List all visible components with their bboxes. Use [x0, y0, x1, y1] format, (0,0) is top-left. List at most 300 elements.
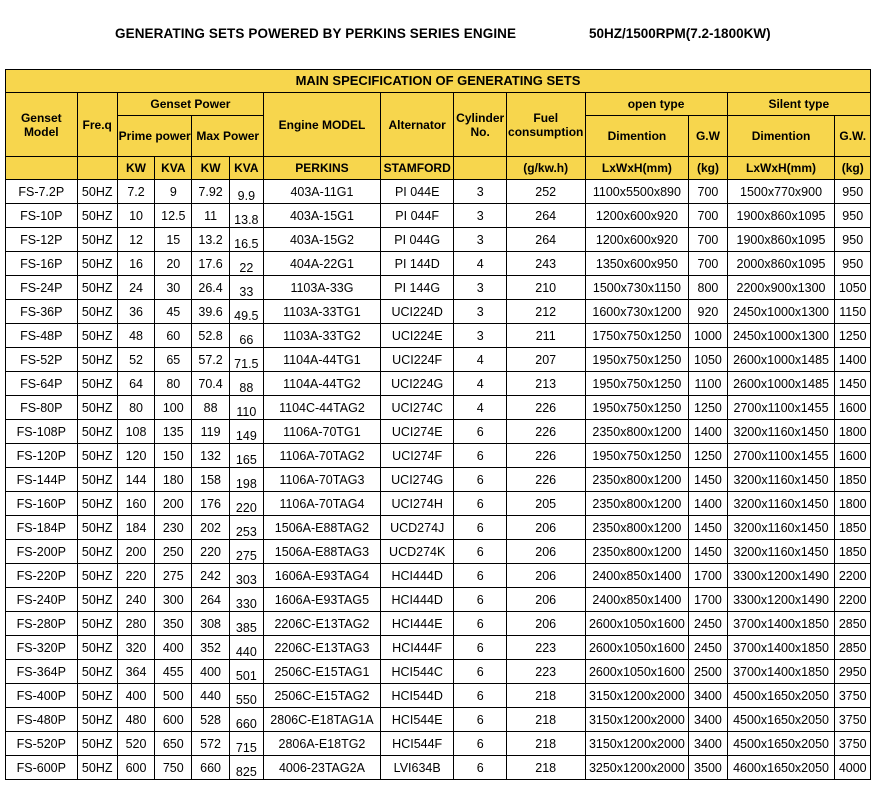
engine-model-cell: 2506C-E15TAG2	[263, 684, 380, 708]
table-body	[6, 180, 871, 780]
engine-model-cell: 1106A-70TAG3	[263, 468, 380, 492]
col-genset-power: Genset Power	[117, 93, 263, 116]
silent-gw-cell: 2950	[835, 660, 871, 684]
cylinder-cell: 6	[454, 516, 506, 540]
alternator-cell: PI 044F	[380, 204, 454, 228]
prime-kva-cell: 275	[155, 564, 192, 588]
engine-model-cell: 404A-22G1	[263, 252, 380, 276]
freq-cell: 50HZ	[77, 660, 117, 684]
col-silent-gw: G.W.	[835, 116, 871, 157]
max-kw-cell: 572	[192, 732, 229, 756]
silent-dimension-cell: 3200x1160x1450	[727, 516, 835, 540]
freq-cell: 50HZ	[77, 756, 117, 780]
fuel-cell: 226	[506, 396, 585, 420]
silent-gw-cell: 3750	[835, 732, 871, 756]
alternator-cell: UCI224D	[380, 300, 454, 324]
silent-dimension-cell: 4500x1650x2050	[727, 708, 835, 732]
freq-cell: 50HZ	[77, 636, 117, 660]
max-kw-cell: 132	[192, 444, 229, 468]
unit-prime-kva: KVA	[155, 157, 192, 180]
unit-silent-gw: (kg)	[835, 157, 871, 180]
fuel-cell: 206	[506, 540, 585, 564]
table-row	[6, 420, 871, 444]
fuel-cell: 264	[506, 228, 585, 252]
max-kva-cell: 16.5	[229, 228, 263, 252]
silent-dimension-cell: 3200x1160x1450	[727, 420, 835, 444]
silent-dimension-cell: 1900x860x1095	[727, 204, 835, 228]
open-gw-cell: 1250	[689, 444, 727, 468]
open-dimension-cell: 1950x750x1250	[585, 396, 689, 420]
cylinder-cell: 4	[454, 396, 506, 420]
open-dimension-cell: 2350x800x1200	[585, 468, 689, 492]
max-kw-cell: 7.92	[192, 180, 229, 204]
freq-cell: 50HZ	[77, 684, 117, 708]
col-silent-type: Silent type	[727, 93, 870, 116]
prime-kva-cell: 300	[155, 588, 192, 612]
cylinder-cell: 6	[454, 420, 506, 444]
freq-cell: 50HZ	[77, 252, 117, 276]
open-dimension-cell: 2600x1050x1600	[585, 636, 689, 660]
prime-kva-cell: 200	[155, 492, 192, 516]
prime-kva-cell: 135	[155, 420, 192, 444]
max-kw-cell: 88	[192, 396, 229, 420]
silent-gw-cell: 1400	[835, 348, 871, 372]
open-gw-cell: 700	[689, 180, 727, 204]
alternator-cell: UCI274C	[380, 396, 454, 420]
engine-model-cell: 403A-11G1	[263, 180, 380, 204]
unit-perkins: PERKINS	[263, 157, 380, 180]
freq-cell: 50HZ	[77, 492, 117, 516]
cylinder-cell: 4	[454, 252, 506, 276]
freq-cell: 50HZ	[77, 228, 117, 252]
cylinder-cell: 4	[454, 372, 506, 396]
open-dimension-cell: 2350x800x1200	[585, 492, 689, 516]
col-open-dimension: Dimention	[585, 116, 689, 157]
prime-kva-cell: 250	[155, 540, 192, 564]
cylinder-cell: 6	[454, 468, 506, 492]
freq-cell: 50HZ	[77, 372, 117, 396]
max-kw-cell: 220	[192, 540, 229, 564]
fuel-cell: 206	[506, 516, 585, 540]
prime-kw-cell: 144	[117, 468, 154, 492]
engine-model-cell: 1104C-44TAG2	[263, 396, 380, 420]
prime-kw-cell: 7.2	[117, 180, 154, 204]
max-kva-cell: 303	[229, 564, 263, 588]
cylinder-cell: 6	[454, 660, 506, 684]
open-gw-cell: 1450	[689, 540, 727, 564]
engine-model-cell: 2206C-E13TAG3	[263, 636, 380, 660]
fuel-cell: 207	[506, 348, 585, 372]
freq-cell: 50HZ	[77, 732, 117, 756]
genset-model-cell: FS-600P	[6, 756, 78, 780]
engine-model-cell: 1103A-33TG2	[263, 324, 380, 348]
max-kva-cell: 22	[229, 252, 263, 276]
genset-model-cell: FS-52P	[6, 348, 78, 372]
table-row	[6, 660, 871, 684]
cylinder-cell: 6	[454, 612, 506, 636]
silent-dimension-cell: 1500x770x900	[727, 180, 835, 204]
table-header	[6, 70, 871, 180]
open-gw-cell: 1700	[689, 588, 727, 612]
freq-cell: 50HZ	[77, 420, 117, 444]
col-open-type: open type	[585, 93, 727, 116]
silent-gw-cell: 1250	[835, 324, 871, 348]
fuel-cell: 252	[506, 180, 585, 204]
unit-open-gw: (kg)	[689, 157, 727, 180]
cylinder-cell: 6	[454, 492, 506, 516]
prime-kw-cell: 240	[117, 588, 154, 612]
genset-model-cell: FS-400P	[6, 684, 78, 708]
open-gw-cell: 1450	[689, 516, 727, 540]
max-kva-cell: 198	[229, 468, 263, 492]
silent-gw-cell: 1450	[835, 372, 871, 396]
engine-model-cell: 403A-15G1	[263, 204, 380, 228]
engine-model-cell: 1106A-70TG1	[263, 420, 380, 444]
silent-dimension-cell: 3200x1160x1450	[727, 540, 835, 564]
max-kw-cell: 26.4	[192, 276, 229, 300]
max-kva-cell: 501	[229, 660, 263, 684]
genset-model-cell: FS-144P	[6, 468, 78, 492]
max-kw-cell: 528	[192, 708, 229, 732]
fuel-cell: 206	[506, 612, 585, 636]
prime-kw-cell: 320	[117, 636, 154, 660]
silent-gw-cell: 1600	[835, 444, 871, 468]
prime-kva-cell: 400	[155, 636, 192, 660]
engine-model-cell: 2206C-E13TAG2	[263, 612, 380, 636]
prime-kw-cell: 64	[117, 372, 154, 396]
prime-kva-cell: 9	[155, 180, 192, 204]
silent-gw-cell: 950	[835, 228, 871, 252]
max-kva-cell: 165	[229, 444, 263, 468]
silent-gw-cell: 1850	[835, 540, 871, 564]
table-row	[6, 324, 871, 348]
open-gw-cell: 1250	[689, 396, 727, 420]
silent-dimension-cell: 3700x1400x1850	[727, 612, 835, 636]
silent-dimension-cell: 2700x1100x1455	[727, 444, 835, 468]
genset-model-cell: FS-320P	[6, 636, 78, 660]
max-kw-cell: 17.6	[192, 252, 229, 276]
prime-kw-cell: 280	[117, 612, 154, 636]
prime-kw-cell: 48	[117, 324, 154, 348]
cylinder-cell: 4	[454, 348, 506, 372]
alternator-cell: HCI544E	[380, 708, 454, 732]
table-row	[6, 252, 871, 276]
fuel-cell: 206	[506, 564, 585, 588]
fuel-cell: 218	[506, 756, 585, 780]
alternator-cell: HCI544C	[380, 660, 454, 684]
open-gw-cell: 1050	[689, 348, 727, 372]
table-row	[6, 444, 871, 468]
silent-dimension-cell: 3700x1400x1850	[727, 636, 835, 660]
cylinder-cell: 6	[454, 732, 506, 756]
table-row	[6, 300, 871, 324]
genset-model-cell: FS-108P	[6, 420, 78, 444]
prime-kw-cell: 36	[117, 300, 154, 324]
fuel-cell: 226	[506, 444, 585, 468]
open-gw-cell: 1100	[689, 372, 727, 396]
document-subtitle: 50HZ/1500RPM(7.2-1800KW)	[589, 26, 771, 41]
max-kw-cell: 352	[192, 636, 229, 660]
fuel-cell: 212	[506, 300, 585, 324]
genset-model-cell: FS-80P	[6, 396, 78, 420]
fuel-cell: 226	[506, 468, 585, 492]
open-dimension-cell: 1950x750x1250	[585, 444, 689, 468]
open-dimension-cell: 3250x1200x2000	[585, 756, 689, 780]
alternator-cell: UCI274F	[380, 444, 454, 468]
silent-dimension-cell: 2600x1000x1485	[727, 372, 835, 396]
max-kva-cell: 440	[229, 636, 263, 660]
engine-model-cell: 1106A-70TAG4	[263, 492, 380, 516]
max-kva-cell: 9.9	[229, 180, 263, 204]
genset-model-cell: FS-520P	[6, 732, 78, 756]
prime-kw-cell: 400	[117, 684, 154, 708]
unit-silent-dimension: LxWxH(mm)	[727, 157, 835, 180]
genset-model-cell: FS-64P	[6, 372, 78, 396]
open-dimension-cell: 2600x1050x1600	[585, 660, 689, 684]
engine-model-cell: 1106A-70TAG2	[263, 444, 380, 468]
prime-kva-cell: 230	[155, 516, 192, 540]
fuel-cell: 206	[506, 588, 585, 612]
fuel-cell: 213	[506, 372, 585, 396]
genset-model-cell: FS-16P	[6, 252, 78, 276]
freq-cell: 50HZ	[77, 588, 117, 612]
cylinder-cell: 6	[454, 756, 506, 780]
prime-kva-cell: 100	[155, 396, 192, 420]
genset-model-cell: FS-7.2P	[6, 180, 78, 204]
max-kw-cell: 242	[192, 564, 229, 588]
silent-dimension-cell: 2700x1100x1455	[727, 396, 835, 420]
cylinder-cell: 3	[454, 228, 506, 252]
genset-model-cell: FS-12P	[6, 228, 78, 252]
unit-blank-model	[6, 157, 78, 180]
silent-gw-cell: 4000	[835, 756, 871, 780]
prime-kva-cell: 350	[155, 612, 192, 636]
silent-gw-cell: 1800	[835, 420, 871, 444]
open-gw-cell: 3500	[689, 756, 727, 780]
engine-model-cell: 1606A-E93TAG5	[263, 588, 380, 612]
col-max-power: Max Power	[192, 116, 264, 157]
alternator-cell: UCD274J	[380, 516, 454, 540]
silent-gw-cell: 3750	[835, 684, 871, 708]
max-kw-cell: 176	[192, 492, 229, 516]
max-kw-cell: 264	[192, 588, 229, 612]
document-header	[0, 26, 876, 46]
silent-gw-cell: 3750	[835, 708, 871, 732]
genset-model-cell: FS-200P	[6, 540, 78, 564]
document-title: GENERATING SETS POWERED BY PERKINS SERIES ENGINE	[115, 26, 517, 41]
prime-kw-cell: 520	[117, 732, 154, 756]
cylinder-cell: 6	[454, 636, 506, 660]
freq-cell: 50HZ	[77, 204, 117, 228]
cylinder-cell: 6	[454, 684, 506, 708]
max-kw-cell: 202	[192, 516, 229, 540]
prime-kva-cell: 45	[155, 300, 192, 324]
max-kva-cell: 88	[229, 372, 263, 396]
engine-model-cell: 1104A-44TG1	[263, 348, 380, 372]
max-kva-cell: 149	[229, 420, 263, 444]
prime-kw-cell: 184	[117, 516, 154, 540]
silent-gw-cell: 1600	[835, 396, 871, 420]
open-dimension-cell: 2350x800x1200	[585, 516, 689, 540]
prime-kva-cell: 455	[155, 660, 192, 684]
prime-kw-cell: 220	[117, 564, 154, 588]
unit-max-kw: KW	[192, 157, 229, 180]
freq-cell: 50HZ	[77, 468, 117, 492]
freq-cell: 50HZ	[77, 396, 117, 420]
open-dimension-cell: 1350x600x950	[585, 252, 689, 276]
prime-kva-cell: 750	[155, 756, 192, 780]
open-gw-cell: 700	[689, 204, 727, 228]
alternator-cell: UCI274E	[380, 420, 454, 444]
max-kva-cell: 330	[229, 588, 263, 612]
prime-kva-cell: 180	[155, 468, 192, 492]
silent-dimension-cell: 2600x1000x1485	[727, 348, 835, 372]
max-kw-cell: 52.8	[192, 324, 229, 348]
max-kva-cell: 660	[229, 708, 263, 732]
fuel-cell: 243	[506, 252, 585, 276]
alternator-cell: HCI544F	[380, 732, 454, 756]
col-silent-dimension: Dimention	[727, 116, 835, 157]
silent-dimension-cell: 3200x1160x1450	[727, 492, 835, 516]
unit-fuel: (g/kw.h)	[506, 157, 585, 180]
col-open-gw: G.W	[689, 116, 727, 157]
genset-model-cell: FS-240P	[6, 588, 78, 612]
alternator-cell: HCI444E	[380, 612, 454, 636]
cylinder-cell: 3	[454, 300, 506, 324]
freq-cell: 50HZ	[77, 612, 117, 636]
unit-stamford: STAMFORD	[380, 157, 454, 180]
fuel-cell: 218	[506, 684, 585, 708]
cylinder-cell: 6	[454, 564, 506, 588]
freq-cell: 50HZ	[77, 708, 117, 732]
open-dimension-cell: 1600x730x1200	[585, 300, 689, 324]
silent-dimension-cell: 4500x1650x2050	[727, 684, 835, 708]
prime-kva-cell: 12.5	[155, 204, 192, 228]
open-gw-cell: 1450	[689, 468, 727, 492]
spec-table	[5, 69, 871, 780]
max-kva-cell: 220	[229, 492, 263, 516]
genset-model-cell: FS-220P	[6, 564, 78, 588]
max-kva-cell: 825	[229, 756, 263, 780]
unit-max-kva: KVA	[229, 157, 263, 180]
prime-kva-cell: 60	[155, 324, 192, 348]
freq-cell: 50HZ	[77, 540, 117, 564]
silent-gw-cell: 950	[835, 180, 871, 204]
genset-model-cell: FS-160P	[6, 492, 78, 516]
genset-model-cell: FS-120P	[6, 444, 78, 468]
prime-kw-cell: 120	[117, 444, 154, 468]
open-gw-cell: 1400	[689, 492, 727, 516]
open-dimension-cell: 2600x1050x1600	[585, 612, 689, 636]
engine-model-cell: 2806A-E18TG2	[263, 732, 380, 756]
alternator-cell: HCI444D	[380, 588, 454, 612]
fuel-cell: 226	[506, 420, 585, 444]
max-kw-cell: 400	[192, 660, 229, 684]
col-prime-power: Prime power	[117, 116, 192, 157]
open-gw-cell: 3400	[689, 708, 727, 732]
silent-gw-cell: 1050	[835, 276, 871, 300]
prime-kw-cell: 10	[117, 204, 154, 228]
prime-kw-cell: 108	[117, 420, 154, 444]
table-row	[6, 564, 871, 588]
prime-kw-cell: 480	[117, 708, 154, 732]
silent-dimension-cell: 1900x860x1095	[727, 228, 835, 252]
open-gw-cell: 2500	[689, 660, 727, 684]
alternator-cell: HCI444F	[380, 636, 454, 660]
open-dimension-cell: 1200x600x920	[585, 204, 689, 228]
freq-cell: 50HZ	[77, 444, 117, 468]
table-row	[6, 684, 871, 708]
max-kw-cell: 158	[192, 468, 229, 492]
table-row	[6, 180, 871, 204]
unit-prime-kw: KW	[117, 157, 154, 180]
prime-kva-cell: 65	[155, 348, 192, 372]
silent-dimension-cell: 2200x900x1300	[727, 276, 835, 300]
fuel-cell: 211	[506, 324, 585, 348]
table-row	[6, 492, 871, 516]
alternator-cell: HCI444D	[380, 564, 454, 588]
cylinder-cell: 3	[454, 204, 506, 228]
freq-cell: 50HZ	[77, 276, 117, 300]
table-row	[6, 732, 871, 756]
alternator-cell: UCI224G	[380, 372, 454, 396]
max-kw-cell: 13.2	[192, 228, 229, 252]
max-kw-cell: 70.4	[192, 372, 229, 396]
silent-gw-cell: 2200	[835, 564, 871, 588]
table-row	[6, 588, 871, 612]
prime-kva-cell: 80	[155, 372, 192, 396]
alternator-cell: UCI224E	[380, 324, 454, 348]
cylinder-cell: 6	[454, 540, 506, 564]
table-row	[6, 468, 871, 492]
genset-model-cell: FS-280P	[6, 612, 78, 636]
prime-kw-cell: 16	[117, 252, 154, 276]
fuel-cell: 210	[506, 276, 585, 300]
silent-gw-cell: 1850	[835, 516, 871, 540]
open-dimension-cell: 1750x750x1250	[585, 324, 689, 348]
silent-dimension-cell: 3200x1160x1450	[727, 468, 835, 492]
max-kva-cell: 253	[229, 516, 263, 540]
fuel-cell: 264	[506, 204, 585, 228]
unit-blank-cylinder	[454, 157, 506, 180]
cylinder-cell: 6	[454, 708, 506, 732]
freq-cell: 50HZ	[77, 324, 117, 348]
col-engine-model: Engine MODEL	[263, 93, 380, 157]
cylinder-cell: 3	[454, 276, 506, 300]
alternator-cell: PI 144G	[380, 276, 454, 300]
open-dimension-cell: 2400x850x1400	[585, 588, 689, 612]
col-cylinder: Cylinder No.	[454, 93, 506, 157]
table-row	[6, 708, 871, 732]
open-gw-cell: 700	[689, 228, 727, 252]
prime-kva-cell: 650	[155, 732, 192, 756]
table-row	[6, 756, 871, 780]
fuel-cell: 223	[506, 660, 585, 684]
cylinder-cell: 6	[454, 588, 506, 612]
prime-kva-cell: 600	[155, 708, 192, 732]
max-kva-cell: 275	[229, 540, 263, 564]
silent-gw-cell: 1150	[835, 300, 871, 324]
col-freq: Fre.q	[77, 93, 117, 157]
genset-model-cell: FS-48P	[6, 324, 78, 348]
fuel-cell: 223	[506, 636, 585, 660]
open-dimension-cell: 3150x1200x2000	[585, 732, 689, 756]
open-gw-cell: 2450	[689, 636, 727, 660]
alternator-cell: UCD274K	[380, 540, 454, 564]
freq-cell: 50HZ	[77, 564, 117, 588]
prime-kw-cell: 200	[117, 540, 154, 564]
alternator-cell: UCI274G	[380, 468, 454, 492]
